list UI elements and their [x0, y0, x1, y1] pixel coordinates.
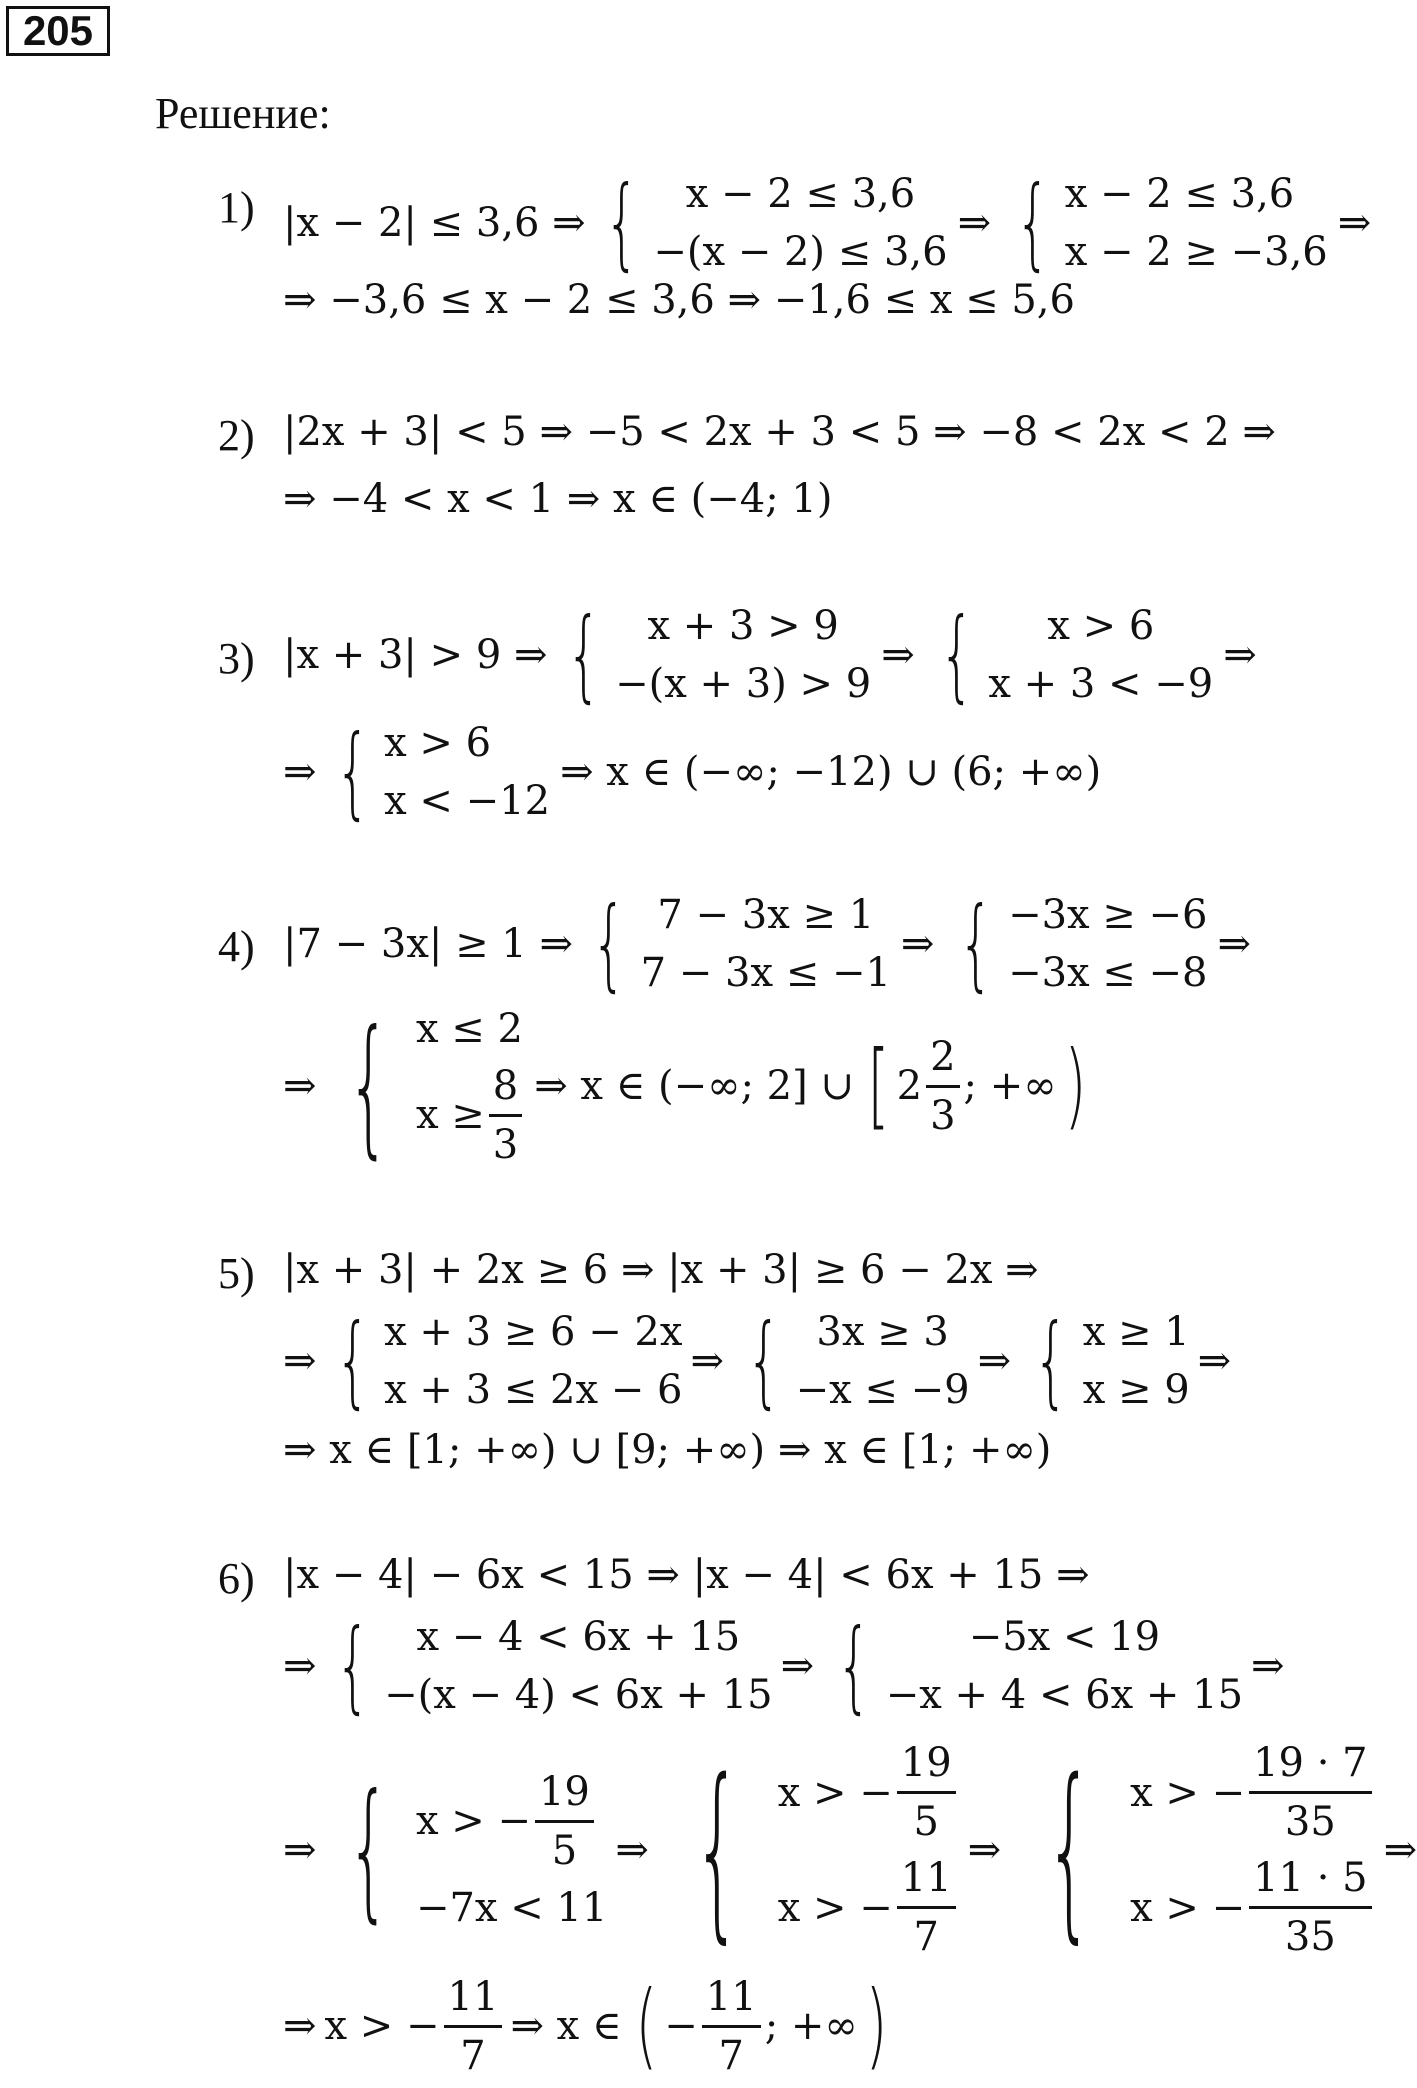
right-paren-icon: ) [865, 1971, 888, 2080]
p6-line2 [283, 1608, 1285, 1724]
p5-line2 [283, 1303, 1231, 1419]
f-mid: ⇒ x ∈ [510, 2003, 622, 2049]
fraction-11-7 [444, 1969, 503, 2084]
p5-s2-top: 3x ≥ 3 [816, 1309, 949, 1355]
item-label-4: 4) [218, 922, 255, 971]
p3-system-2 [925, 597, 1214, 713]
p1-system-2 [1001, 165, 1328, 281]
p3-lhs: |x + 3| > 9 ⇒ [283, 632, 548, 678]
p3-s3-bot: x < −12 [384, 778, 551, 824]
fraction-55-35 [1249, 1850, 1372, 1965]
p6-line1: |x − 4| − 6x < 15 ⇒ |x − 4| < 6x + 15 ⇒ [283, 1552, 1090, 1598]
p6-arrow-start: ⇒ [283, 1643, 317, 1689]
p4-s3-bot-pre: x ≥ [415, 1092, 485, 1138]
brace-icon: { [693, 1739, 742, 1960]
b-pre-top: x > − [777, 1769, 893, 1816]
p4-arrow-start: ⇒ [283, 1063, 317, 1109]
fraction-11-7 [702, 1969, 761, 2084]
frac-den: 7 [718, 2032, 744, 2079]
frac-den: 7 [460, 2032, 486, 2079]
p2-line2: ⇒ −4 < x < 1 ⇒ x ∈ (−4; 1) [283, 476, 833, 522]
item-label-6: 6) [218, 1554, 255, 1603]
p5-arrow-2: ⇒ [977, 1338, 1012, 1384]
frac-num: 11 [897, 1850, 956, 1909]
p5-s3-top: x ≥ 1 [1082, 1309, 1190, 1355]
brace-icon: { [334, 1607, 370, 1724]
item-label-1: 1) [218, 183, 255, 232]
p3-s1-top: x + 3 > 9 [647, 603, 839, 649]
p6-s1-top: x − 4 < 6x + 15 [416, 1614, 741, 1660]
p4-line2 [283, 1000, 1093, 1172]
p3-arrow: ⇒ [881, 632, 915, 678]
p6-line4 [283, 1968, 894, 2084]
p3-s1-bot: −(x + 3) > 9 [615, 661, 872, 707]
item-label-5: 5) [218, 1249, 255, 1298]
frac-den: 3 [492, 1121, 519, 1168]
frac-num: 11 · 5 [1249, 1850, 1372, 1909]
p6-system-b [657, 1735, 960, 1965]
brace-icon: { [346, 999, 390, 1173]
p6-arrow-end: ⇒ [1251, 1643, 1285, 1689]
p6-line3 [283, 1740, 1417, 1960]
frac-den: 5 [551, 1827, 578, 1874]
p3-line1 [283, 597, 1257, 713]
p3-system-3 [321, 714, 551, 830]
p5-s2-bot: −x ≤ −9 [795, 1367, 970, 1413]
p6-arrow-a: ⇒ [283, 1827, 317, 1873]
p4-lhs: |7 − 3x| ≥ 1 ⇒ [283, 921, 573, 967]
p6-arrow-c: ⇒ [967, 1827, 1002, 1873]
frac-den: 3 [930, 1092, 956, 1139]
p5-system-3 [1019, 1303, 1190, 1419]
brace-icon: { [1033, 1302, 1069, 1419]
p6-system-1 [321, 1608, 773, 1724]
brace-icon: { [604, 164, 640, 281]
right-paren-icon: ) [1063, 1031, 1086, 1140]
frac-num: 11 [444, 1969, 503, 2028]
p5-s1-top: x + 3 ≥ 6 − 2x [384, 1309, 683, 1355]
problem-number: 205 [6, 6, 110, 56]
p6-system-a [321, 1764, 608, 1937]
fraction-133-35 [1249, 1735, 1372, 1850]
brace-icon: { [746, 1302, 782, 1419]
brace-icon: { [1045, 1739, 1094, 1960]
p4-s1-top: 7 − 3x ≥ 1 [657, 892, 875, 938]
frac-den: 7 [913, 1914, 939, 1960]
p1-line2: ⇒ −3,6 ≤ x − 2 ≤ 3,6 ⇒ −1,6 ≤ x ≤ 5,6 [283, 277, 1075, 323]
frac-num: 19 [897, 1735, 956, 1794]
frac-den: 35 [1284, 1914, 1336, 1960]
p4-s1-bot: 7 − 3x ≤ −1 [640, 950, 891, 996]
p5-system-1 [321, 1303, 683, 1419]
p4-system-1 [577, 886, 891, 1002]
p1-s2-top: x − 2 ≤ 3,6 [1064, 171, 1295, 217]
frac-num: 19 [535, 1764, 594, 1823]
brace-icon: { [958, 885, 994, 1002]
fraction-2-3 [926, 1029, 959, 1144]
p4-tail: ; +∞ [963, 1063, 1057, 1109]
a-pre: x > − [415, 1798, 531, 1844]
brace-icon: { [334, 1302, 370, 1419]
p3-answer: ⇒ x ∈ (−∞; −12) ∪ (6; +∞) [560, 749, 1102, 795]
fraction-11-7 [897, 1850, 956, 1965]
frac-num: 2 [926, 1029, 959, 1088]
p4-arrow: ⇒ [900, 921, 935, 967]
p1-s1-top: x − 2 ≤ 3,6 [685, 171, 916, 217]
p3-s2-bot: x + 3 < −9 [988, 661, 1214, 707]
brace-icon: { [346, 1763, 390, 1937]
p5-arrow-1: ⇒ [690, 1338, 724, 1384]
a-bot: −7x < 11 [415, 1884, 608, 1931]
p6-arrow-end2: ⇒ [1383, 1827, 1417, 1873]
p3-line2 [283, 714, 1101, 830]
p6-arrow-b: ⇒ [615, 1827, 649, 1873]
frac-den: 5 [913, 1799, 939, 1845]
p5-system-2 [732, 1303, 970, 1419]
p1-arrow-end: ⇒ [1337, 200, 1372, 246]
p6-system-2 [822, 1608, 1243, 1724]
brace-icon: { [836, 1607, 872, 1724]
f-tail: ; +∞ [764, 2003, 858, 2049]
p5-s3-bot: x ≥ 9 [1082, 1367, 1190, 1413]
fraction-19-5 [535, 1764, 594, 1879]
p3-s3-top: x > 6 [384, 720, 492, 766]
p5-line3: ⇒ x ∈ [1; +∞) ∪ [9; +∞) ⇒ x ∈ [1; +∞) [283, 1427, 1052, 1473]
p4-s3-top: x ≤ 2 [415, 1005, 523, 1052]
c-pre-top: x > − [1130, 1769, 1246, 1816]
brace-icon: { [565, 596, 601, 713]
p4-arrow-end: ⇒ [1217, 921, 1252, 967]
p1-system-1 [590, 165, 948, 281]
p5-line1: |x + 3| + 2x ≥ 6 ⇒ |x + 3| ≥ 6 − 2x ⇒ [283, 1247, 1039, 1293]
brace-icon: { [591, 885, 627, 1002]
p3-system-1 [552, 597, 872, 713]
p4-answer: ⇒ x ∈ (−∞; 2] ∪ [534, 1063, 854, 1109]
p5-arrow-start: ⇒ [283, 1338, 317, 1384]
frac-num: 19 · 7 [1249, 1735, 1372, 1794]
left-bracket-icon: [ [867, 1031, 890, 1140]
p6-s1-bot: −(x − 4) < 6x + 15 [384, 1672, 773, 1718]
left-paren-icon: ( [634, 1971, 657, 2080]
fraction-19-5 [897, 1735, 956, 1850]
frac-den: 35 [1284, 1799, 1336, 1845]
brace-icon: { [1015, 164, 1051, 281]
p6-s2-bot: −x + 4 < 6x + 15 [885, 1672, 1244, 1718]
p4-s2-top: −3x ≥ −6 [1008, 892, 1208, 938]
p3-arrow-start: ⇒ [283, 749, 317, 795]
b-pre-bot: x > − [777, 1884, 893, 1931]
fraction-8-3 [489, 1058, 522, 1173]
c-pre-bot: x > − [1130, 1884, 1246, 1931]
item-label-3: 3) [218, 634, 255, 683]
mixed-whole: 2 [896, 1063, 923, 1109]
brace-icon: { [939, 596, 975, 713]
f-inner-pre: − [664, 2003, 698, 2049]
p6-arrow-1: ⇒ [780, 1643, 815, 1689]
p6-arrow-final: ⇒ [283, 2003, 317, 2049]
p5-arrow-end: ⇒ [1197, 1338, 1232, 1384]
frac-num: 11 [702, 1969, 761, 2028]
p1-lhs: |x − 2| ≤ 3,6 ⇒ [283, 200, 586, 246]
brace-icon: { [334, 713, 370, 830]
p4-s2-bot: −3x ≤ −8 [1008, 950, 1208, 996]
p6-system-c [1009, 1735, 1375, 1965]
p1-arrow: ⇒ [957, 200, 992, 246]
p2-line1: |2x + 3| < 5 ⇒ −5 < 2x + 3 < 5 ⇒ −8 < 2x < 2 ⇒ [283, 409, 1276, 455]
item-label-2: 2) [218, 411, 255, 460]
p5-s1-bot: x + 3 ≤ 2x − 6 [384, 1367, 683, 1413]
p1-line1 [283, 165, 1371, 281]
p1-s1-bot: −(x − 2) ≤ 3,6 [653, 229, 948, 275]
p6-s2-top: −5x < 19 [968, 1614, 1161, 1660]
p3-arrow-end: ⇒ [1223, 632, 1257, 678]
p4-line1 [283, 886, 1251, 1002]
f-pre: x > − [324, 2003, 440, 2049]
solution-heading: Решение: [155, 89, 331, 138]
p1-s2-bot: x − 2 ≥ −3,6 [1064, 229, 1328, 275]
frac-num: 8 [489, 1058, 522, 1117]
p4-system-2 [944, 886, 1207, 1002]
p4-system-3 [321, 1000, 527, 1173]
p3-s2-top: x > 6 [1047, 603, 1155, 649]
